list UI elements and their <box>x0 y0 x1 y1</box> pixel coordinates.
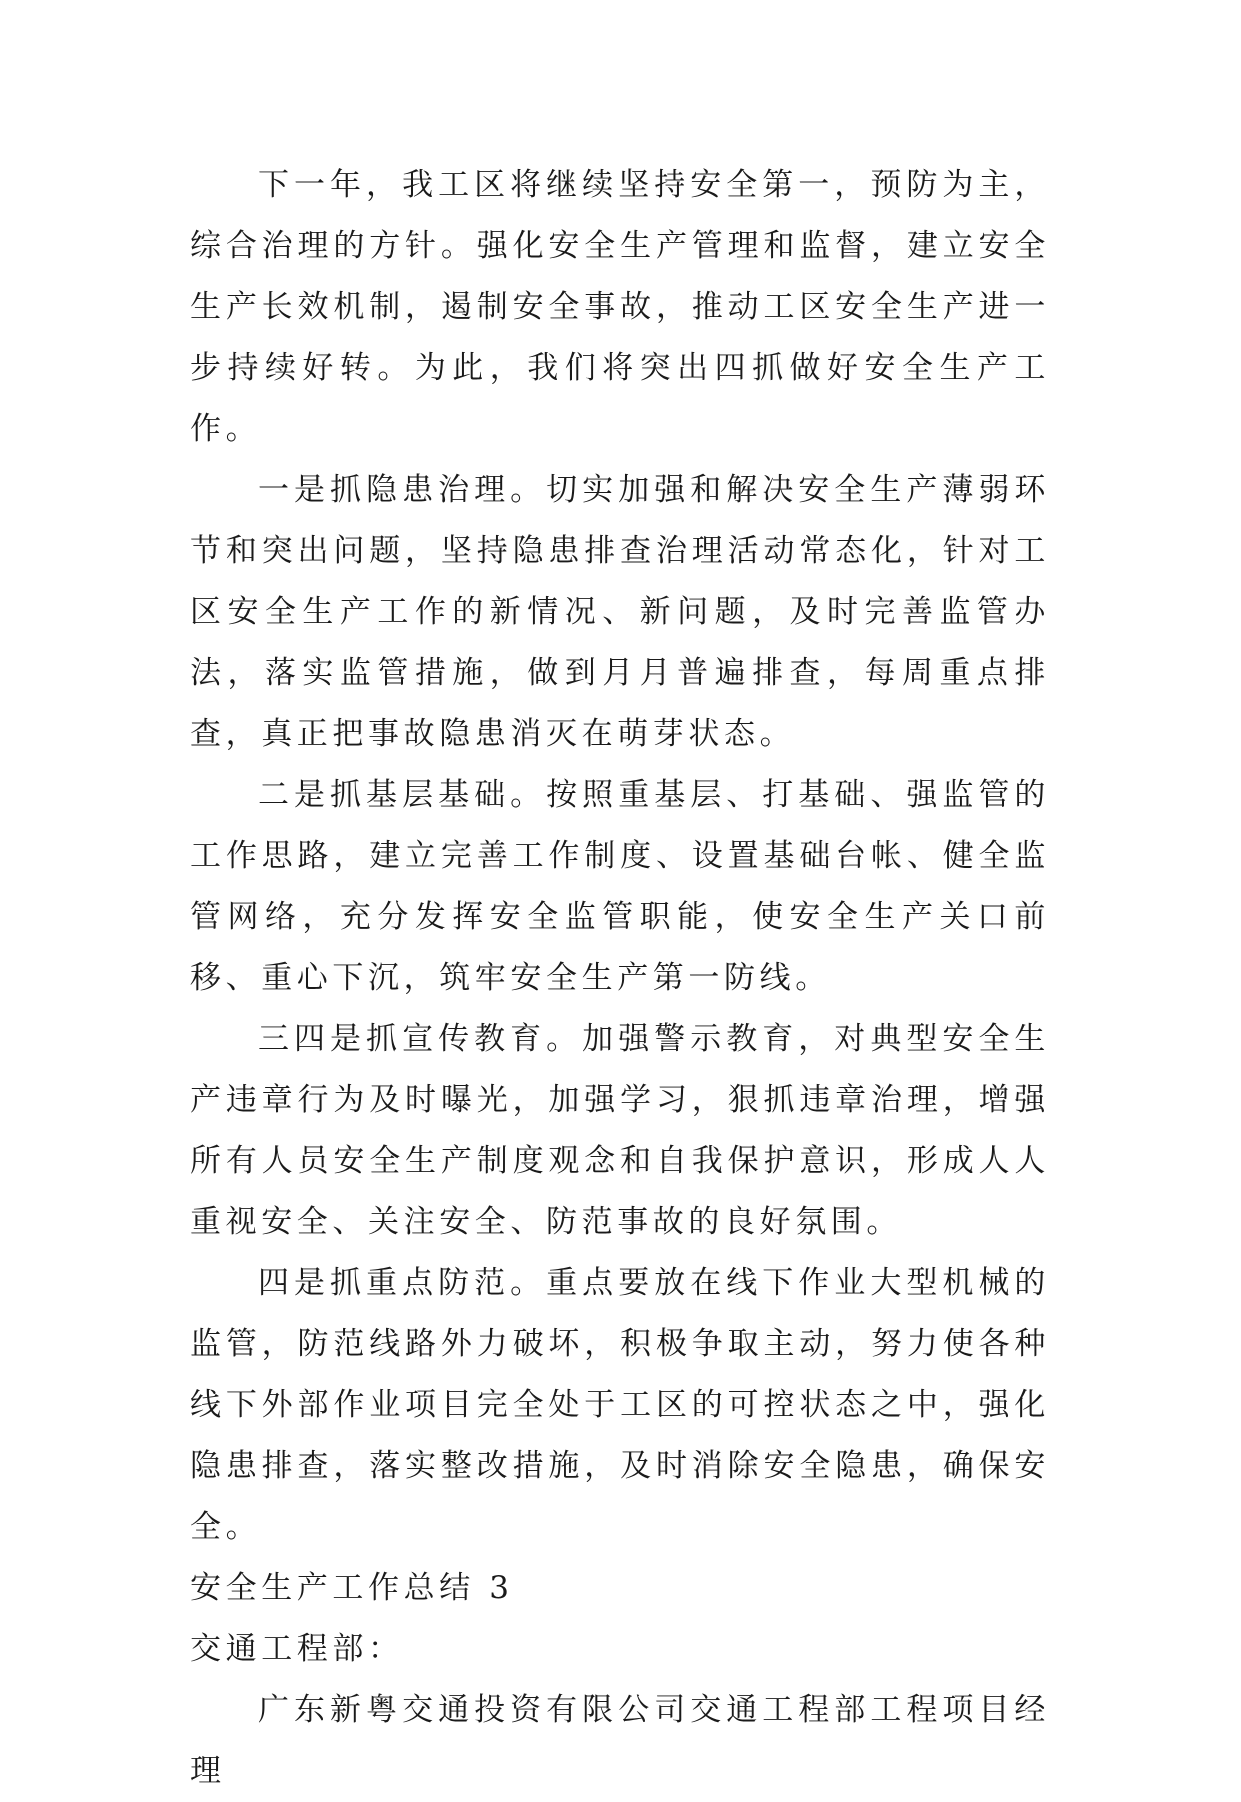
paragraph-point-four: 四是抓重点防范。重点要放在线下作业大型机械的监管，防范线路外力破坏，积极争取主动，努力使各种线下外部作业项目完全处于工区的可控状态之中，强化隐患排查，落实整改措施，及时消除安全隐患，确保安全。 <box>190 1265 1050 1545</box>
paragraph-point-one: 一是抓隐患治理。切实加强和解决安全生产薄弱环节和突出问题，坚持隐患排查治理活动常态化，针对工区安全生产工作的新情况、新问题，及时完善监管办法，落实监管措施，做到月月普遍排查，每周重点排查，真正把事故隐患消灭在萌芽状态。 <box>190 472 1050 752</box>
paragraph-intro: 下一年，我工区将继续坚持安全第一，预防为主，综合治理的方针。强化安全生产管理和监督，建立安全生产长效机制，遏制安全事故，推动工区安全生产进一步持续好转。为此，我们将突出四抓做好安全生产工作。 <box>190 167 1050 447</box>
paragraph-point-two: 二是抓基层基础。按照重基层、打基础、强监管的工作思路，建立完善工作制度、设置基础台帐、健全监管网络，充分发挥安全监管职能，使安全生产关口前移、重心下沉，筑牢安全生产第一防线。 <box>190 777 1050 996</box>
addressee: 交通工程部： <box>190 1631 404 1667</box>
document-body <box>190 155 1050 1802</box>
section-title: 安全生产工作总结 3 <box>190 1570 514 1606</box>
closing-paragraph: 广东新粤交通投资有限公司交通工程部工程项目经理 <box>190 1692 1050 1789</box>
paragraph-point-three: 三四是抓宣传教育。加强警示教育，对典型安全生产违章行为及时曝光，加强学习，狠抓违章治理，增强所有人员安全生产制度观念和自我保护意识，形成人人重视安全、关注安全、防范事故的良好氛围。 <box>190 1021 1050 1240</box>
